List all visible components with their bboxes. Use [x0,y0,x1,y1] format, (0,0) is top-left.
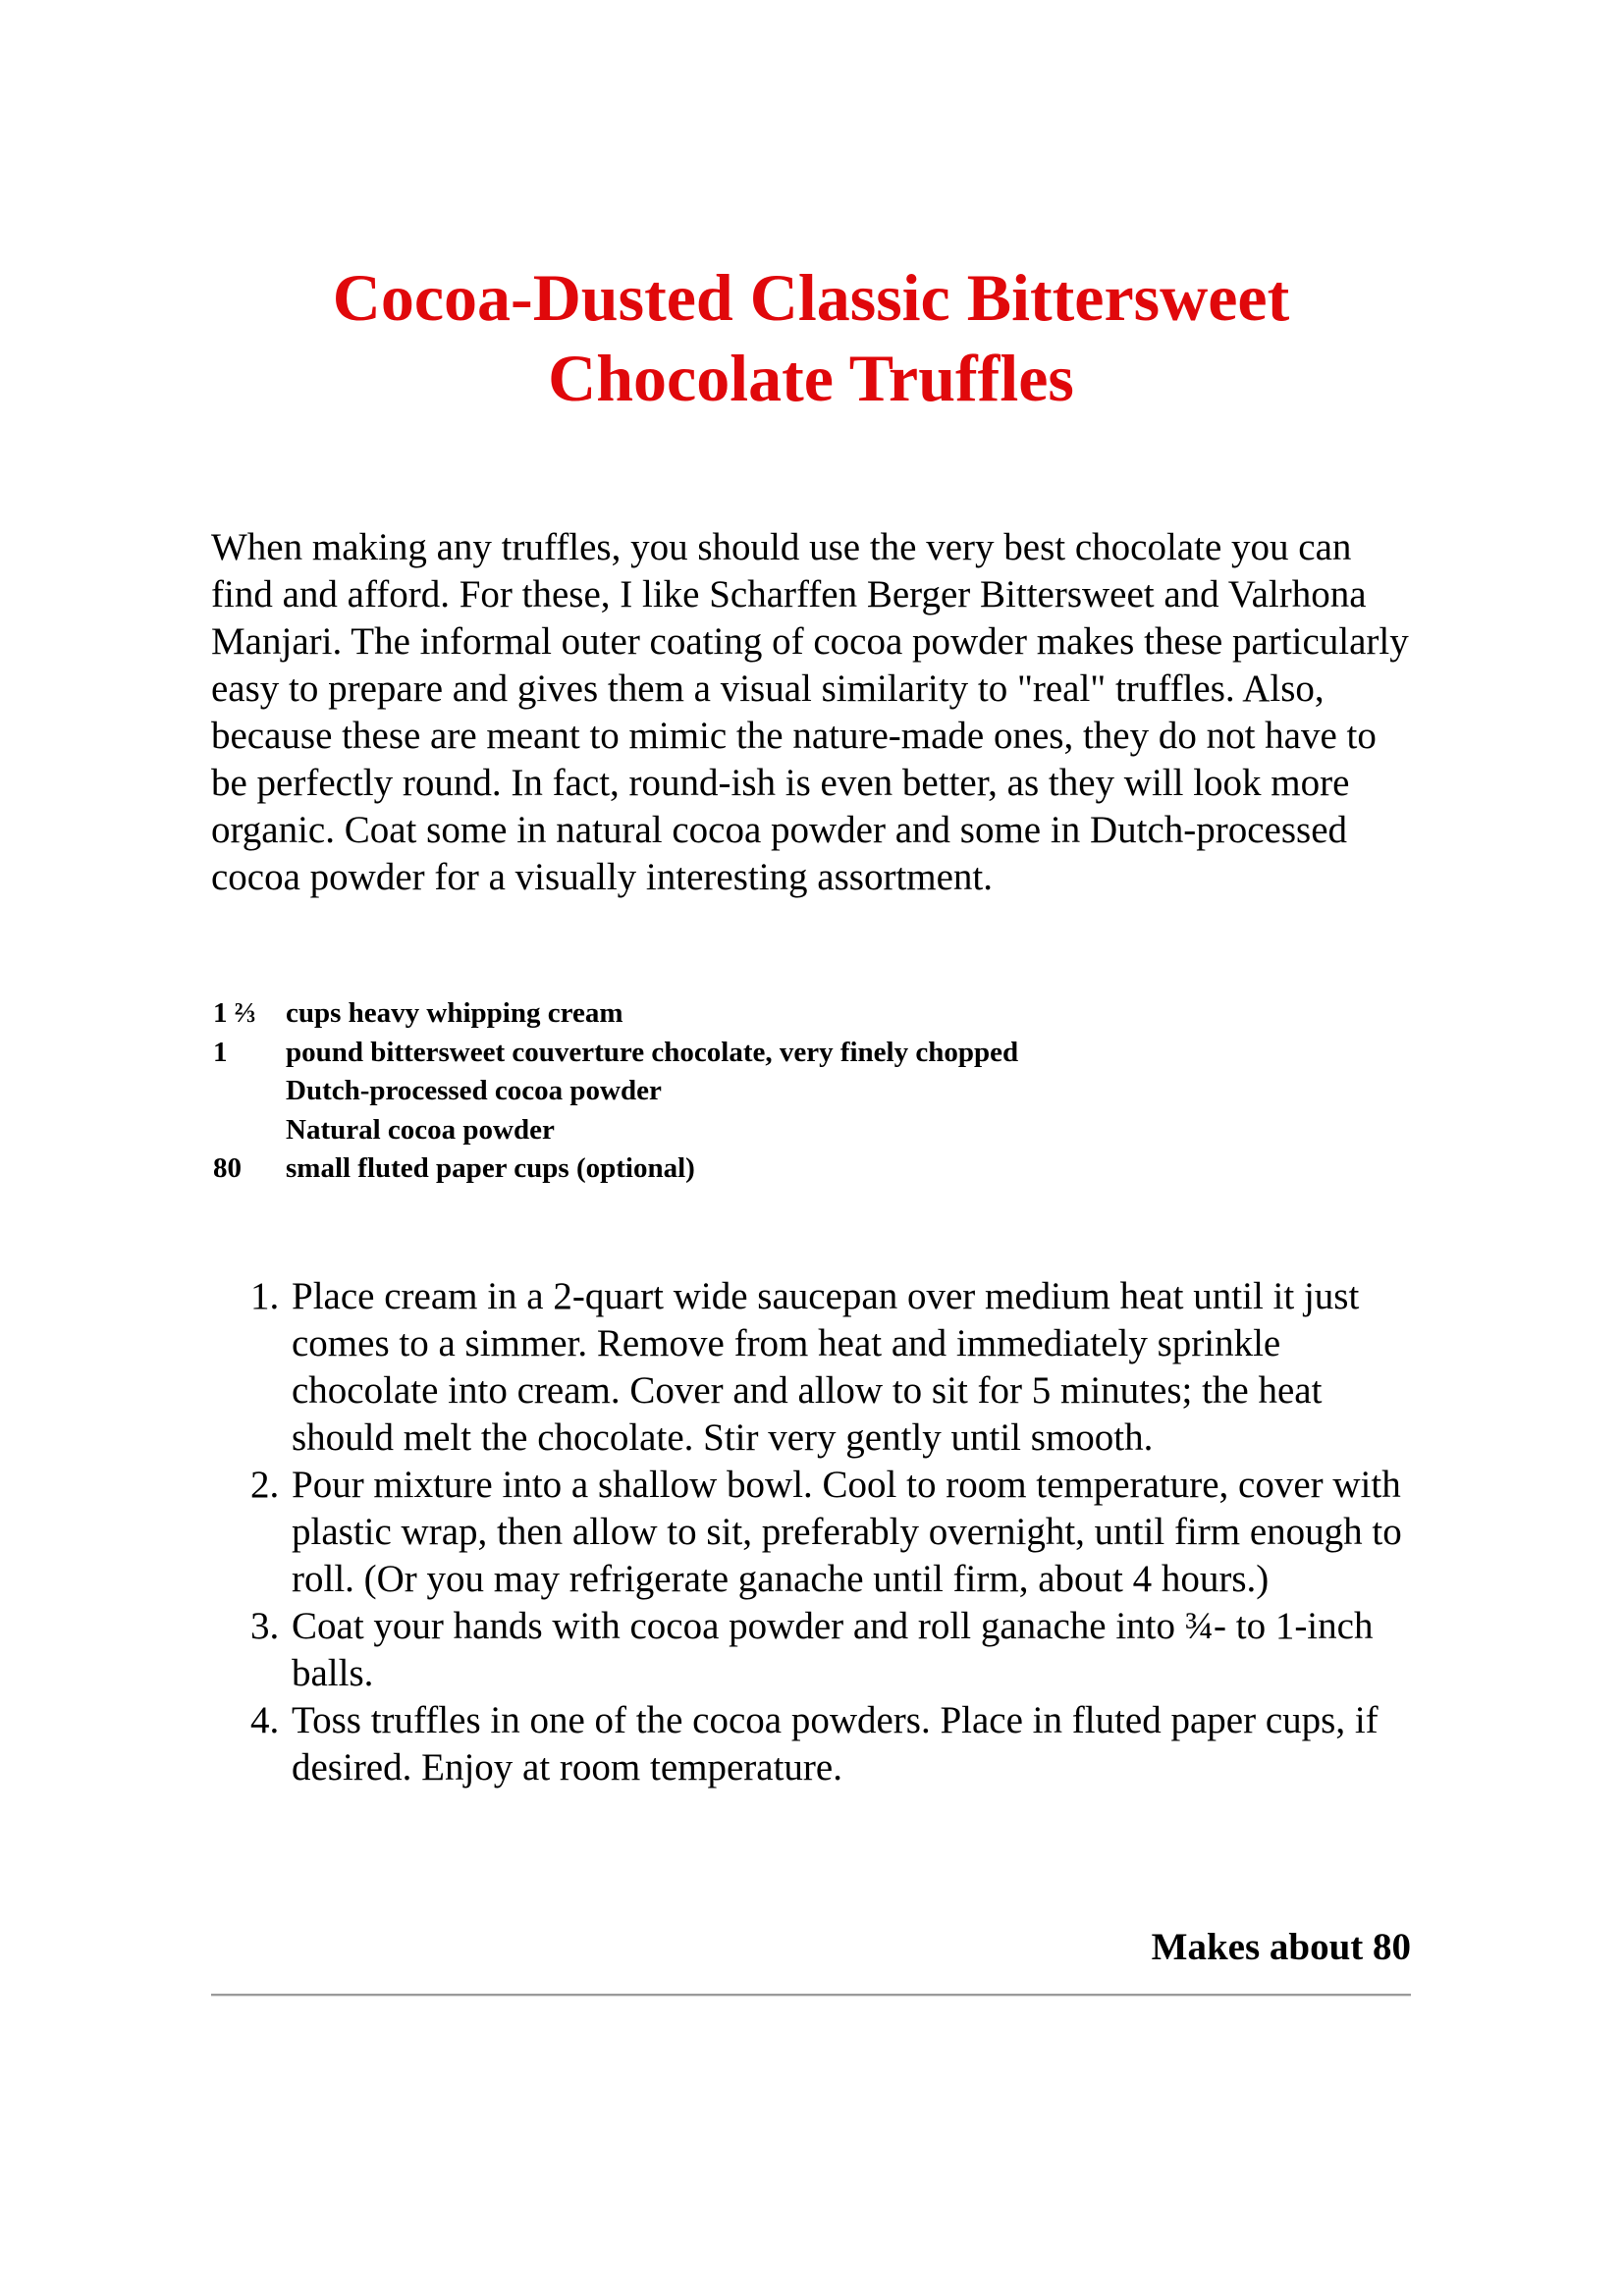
recipe-title-line-2: Chocolate Truffles [548,341,1074,415]
ingredient-row [211,1149,1411,1189]
instruction-step [211,1603,1411,1697]
instruction-step [211,1697,1411,1791]
ingredient-quantity: 1 ⅔ [213,997,256,1029]
step-number: 4. [250,1699,280,1741]
ingredient-quantity: 1 [213,1036,228,1068]
step-text: Coat your hands with cocoa powder and roll ganache into ¾- to 1-inch balls. [292,1605,1374,1694]
ingredient-row [211,1111,1411,1150]
step-number: 2. [250,1464,280,1506]
ingredient-row [211,1072,1411,1111]
instruction-list [211,1273,1411,1791]
ingredient-row [211,1034,1411,1073]
step-text: Pour mixture into a shallow bowl. Cool to room temperature, cover with plastic wrap, then allow to sit, preferably overnight, until firm enough to roll. (Or you may refrigerate ganache until firm, about 4 hours.) [292,1464,1402,1600]
step-text: Toss truffles in one of the cocoa powders. Place in fluted paper cups, if desired. Enjoy at room temperature. [292,1699,1379,1789]
ingredient-list [211,994,1411,1189]
ingredient-description: small fluted paper cups (optional) [286,1152,695,1184]
recipe-title [211,257,1411,418]
recipe-title-line-1: Cocoa-Dusted Classic Bittersweet [332,260,1290,335]
step-text: Place cream in a 2-quart wide saucepan over medium heat until it just comes to a simmer. Remove from heat and immediately sprinkle chocolate into cream. Cover and allow to sit for 5 minutes; the heat should melt the chocolate. Stir very gently until smooth. [292,1275,1360,1459]
ingredient-description: cups heavy whipping cream [286,997,623,1029]
recipe-intro: When making any truffles, you should use the very best chocolate you can find and afford. For these, I like Scharffen Berger Bittersweet and Valrhona Manjari. The informal outer coating of cocoa powder makes these particularly easy to prepare and gives them a visual similarity to "real" truffles. Also, because these are meant to mimic the nature-made ones, they do not have to be perfectly round. In fact, round-ish is even better, as they will look more organic. Coat some in natural cocoa powder and some in Dutch-processed cocoa powder for a visually interesting assortment. [211,526,1409,898]
recipe-yield: Makes about 80 [1151,1926,1411,1968]
ingredient-quantity: 80 [213,1152,242,1184]
instruction-step [211,1273,1411,1462]
ingredient-quantity [211,1111,286,1150]
ingredient-row [211,994,1411,1034]
step-number: 1. [250,1275,280,1317]
ingredient-description: Natural cocoa powder [286,1113,555,1146]
instruction-step [211,1462,1411,1603]
step-number: 3. [250,1605,280,1647]
ingredient-quantity [211,1072,286,1111]
ingredient-description: pound bittersweet couverture chocolate, very finely chopped [286,1036,1019,1068]
divider-rule [211,1994,1411,1997]
ingredient-description: Dutch-processed cocoa powder [286,1075,662,1106]
